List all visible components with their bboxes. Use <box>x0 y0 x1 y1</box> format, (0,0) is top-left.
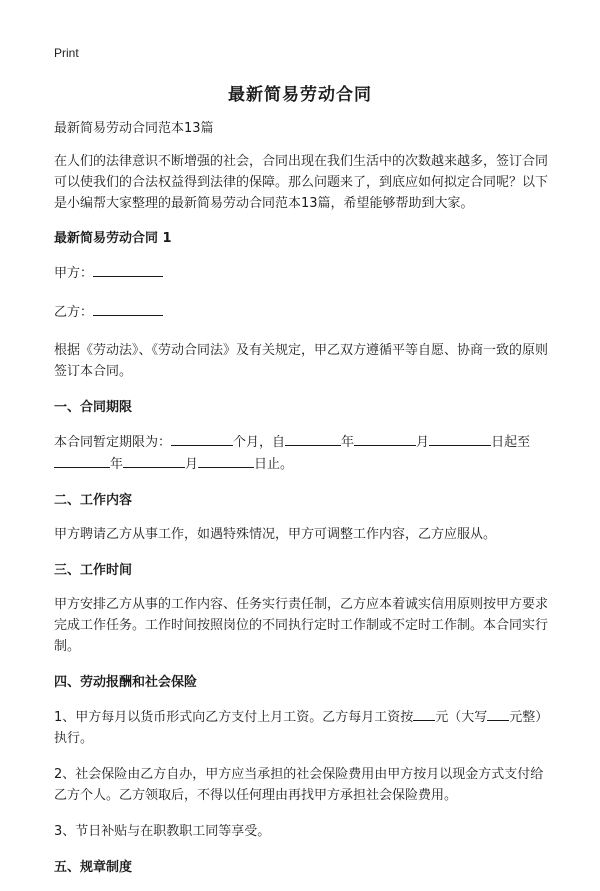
salary-amount-blank <box>413 706 435 721</box>
contract-section-title: 最新简易劳动合同 1 <box>54 231 172 246</box>
salary-text-3: 元整）执行。 <box>54 710 542 746</box>
end-year-blank <box>54 453 110 468</box>
document-body <box>54 118 548 891</box>
start-month-blank <box>354 431 416 446</box>
work-content-heading: 二、工作内容 <box>54 493 133 508</box>
months-blank <box>171 431 233 446</box>
term-paragraph <box>54 431 548 475</box>
salary-item-3: 3、节日补贴与在职教职工同等享受。 <box>54 824 271 839</box>
salary-item-2: 2、社会保险由乙方自办，甲方应当承担的社会保险费用由甲方按月以现金方式支付给乙方个人。乙方领取后，不得以任何理由再找甲方承担社会保险费用。 <box>54 767 544 803</box>
party-a-field <box>54 262 548 284</box>
party-b-label: 乙方： <box>54 305 94 320</box>
party-a-blank <box>93 262 163 277</box>
start-day-blank <box>429 431 491 446</box>
basis-paragraph: 根据《劳动法》、《劳动合同法》及有关规定，甲乙双方遵循平等自愿、协商一致的原则签订本合同。 <box>54 343 549 379</box>
term-text-6: 年 <box>110 457 124 472</box>
salary-heading: 四、劳动报酬和社会保险 <box>54 675 198 690</box>
party-a-label: 甲方： <box>54 266 94 281</box>
term-text-8: 日止。 <box>254 457 294 472</box>
start-year-blank <box>285 431 341 446</box>
term-text-4: 月 <box>416 435 430 450</box>
salary-words-blank <box>487 706 509 721</box>
end-day-blank <box>198 453 254 468</box>
end-month-blank <box>123 453 185 468</box>
print-link[interactable]: Print <box>54 46 79 60</box>
work-time-paragraph: 甲方安排乙方从事的工作内容、任务实行责任制，乙方应本着诚实信用原则按甲方要求完成工作任务。工作时间按照岗位的不同执行定时工作制或不定时工作制。本合同实行制。 <box>54 597 549 654</box>
term-text-3: 年 <box>341 435 355 450</box>
document-subtitle: 最新简易劳动合同范本13篇 <box>54 121 214 136</box>
salary-text-1: 1、甲方每月以货币形式向乙方支付上月工资。乙方每月工资按 <box>54 710 414 725</box>
term-text-7: 月 <box>185 457 199 472</box>
salary-text-2: 元（大写 <box>435 710 488 725</box>
term-text-2: 个月，自 <box>233 435 286 450</box>
term-heading: 一、合同期限 <box>54 400 133 415</box>
intro-paragraph: 在人们的法律意识不断增强的社会，合同出现在我们生活中的次数越来越多，签订合同可以使我们的合法权益得到法律的保障。那么问题来了，到底应如何拟定合同呢？以下是小编帮大家整理的最新简易劳动合同范本13篇，希望能够帮助到大家。 <box>54 154 549 211</box>
term-text-1: 本合同暂定期限为： <box>54 435 172 450</box>
document-title: 最新简易劳动合同 <box>228 85 372 105</box>
work-time-heading: 三、工作时间 <box>54 563 133 578</box>
term-text-5: 日起至 <box>491 435 531 450</box>
rules-heading: 五、规章制度 <box>54 860 133 875</box>
party-b-field <box>54 301 548 323</box>
salary-item-1 <box>54 706 548 749</box>
party-b-blank <box>93 301 163 316</box>
work-content-paragraph: 甲方聘请乙方从事工作，如遇特殊情况，甲方可调整工作内容，乙方应服从。 <box>54 527 497 542</box>
